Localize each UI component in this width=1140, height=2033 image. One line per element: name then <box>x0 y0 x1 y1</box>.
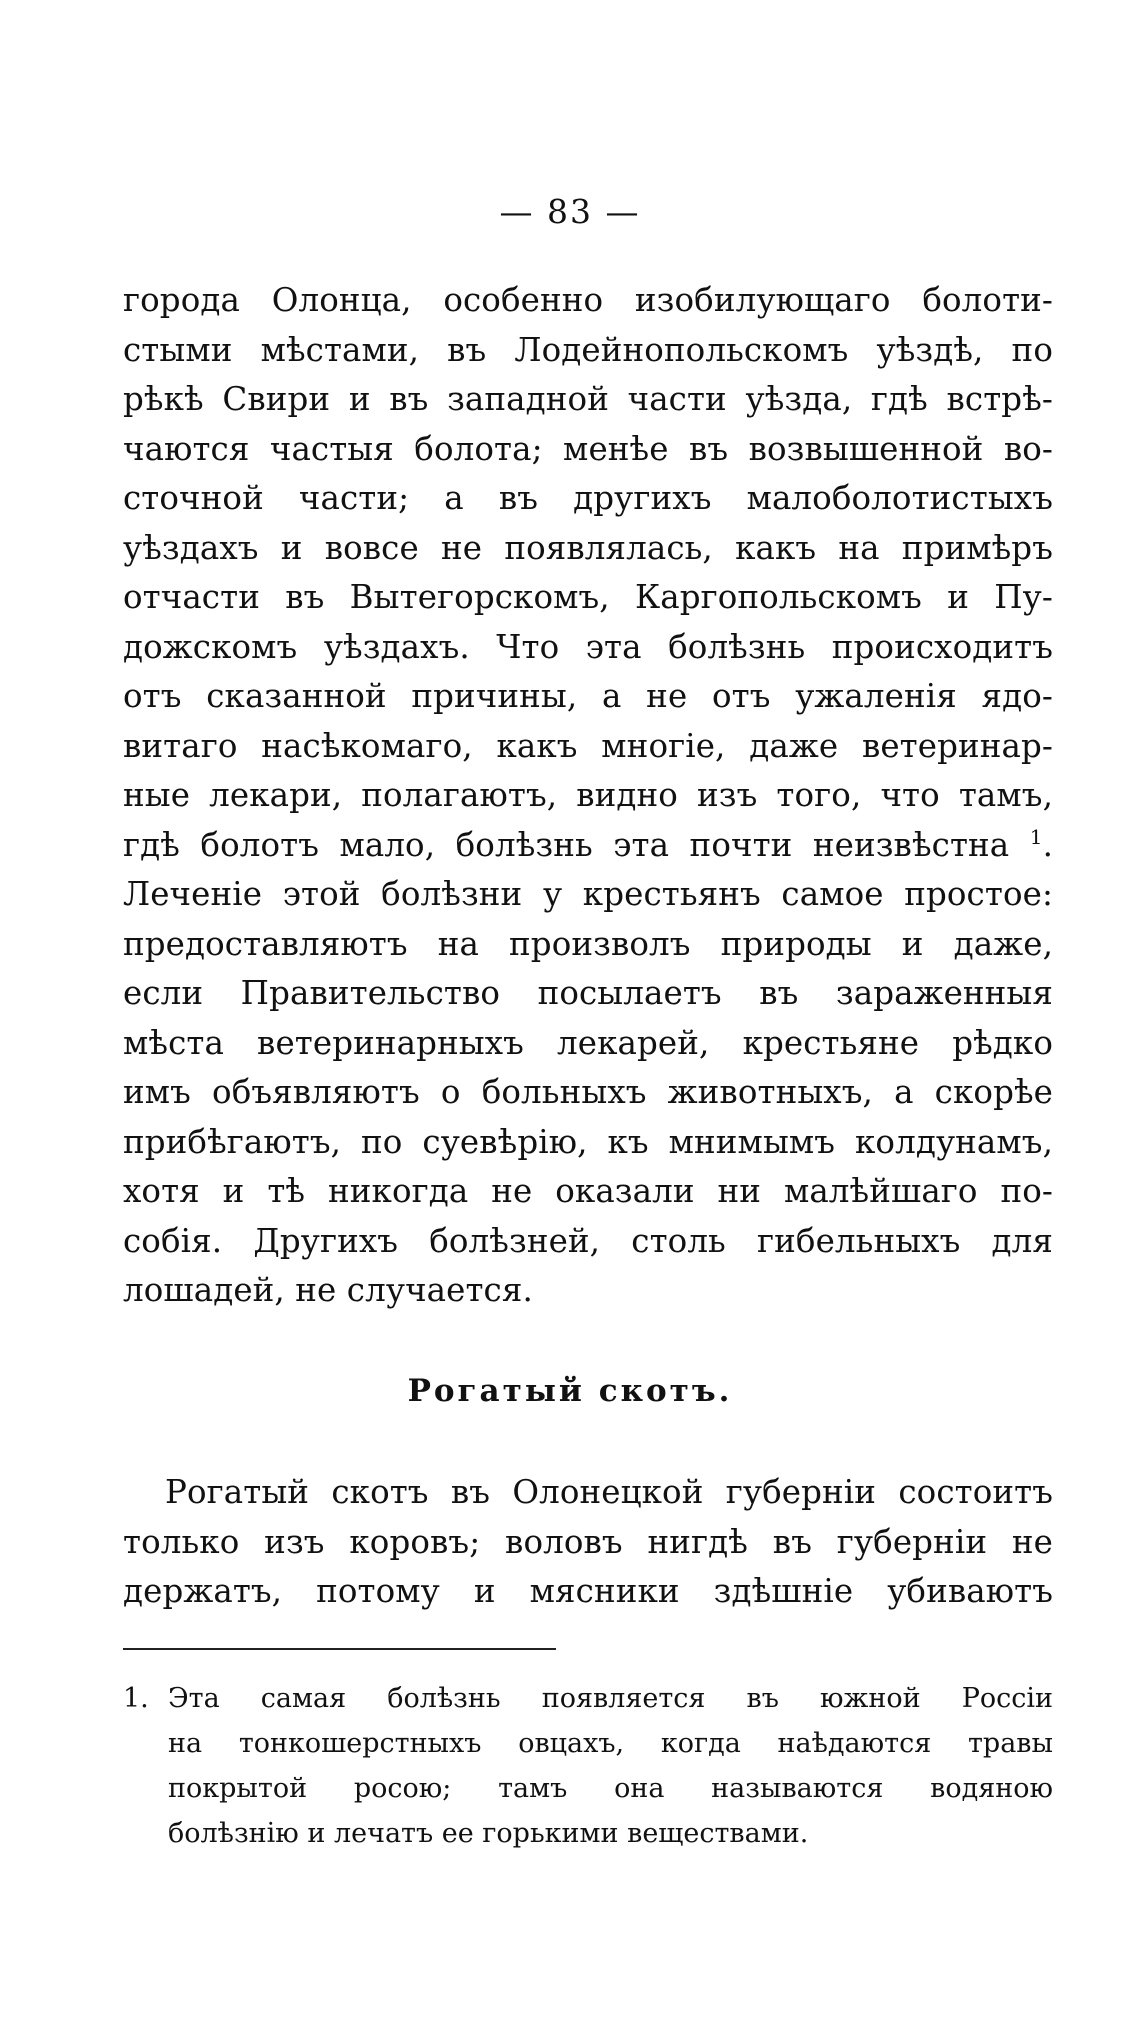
text-line: Рогатый скотъ въ Олонецкой губерніи состоитъ <box>165 1473 1053 1511</box>
text-line: прибѣгаютъ, по суевѣрію, къ мнимымъ колдунамъ, <box>123 1122 1053 1161</box>
text-line: отъ сказанной причины, а не отъ ужаленія ядо- <box>123 677 1053 715</box>
text-line: рѣкѣ Свири и въ западной части уѣзда, гдѣ встрѣ- <box>123 380 1053 418</box>
sentence-period: . <box>1042 825 1054 864</box>
text-line: витаго насѣкомаго, какъ многіе, даже ветеринар- <box>123 726 1053 765</box>
footnote-line: покрытой росою; тамъ она называются водяною <box>168 1773 1053 1804</box>
text-line: отчасти въ Вытегорскомъ, Каргопольскомъ и Пу- <box>123 578 1053 616</box>
text-line: имъ объявляютъ о больныхъ животныхъ, а скорѣе <box>123 1073 1053 1111</box>
text-line: мѣста ветеринарныхъ лекарей, крестьяне рѣдко <box>123 1023 1053 1062</box>
footnote <box>123 1676 1053 1856</box>
text-line: собія. Другихъ болѣзней, столь гибельныхъ для <box>123 1221 1053 1260</box>
footnote-divider <box>123 1648 556 1650</box>
section-heading: Рогатый скотъ. <box>407 1373 733 1409</box>
text-line: уѣздахъ и вовсе не появлялась, какъ на примѣръ <box>123 528 1053 567</box>
footnote-line: болѣзнію и лечатъ ее горькими веществами. <box>168 1818 809 1849</box>
text-line: стыми мѣстами, въ Лодейнопольскомъ уѣздѣ, по <box>123 330 1053 369</box>
text-line: хотя и тѣ никогда не оказали ни малѣйшаго по- <box>123 1172 1053 1210</box>
footnote-marker: 1. <box>123 1683 149 1714</box>
text-line: сточной части; а въ другихъ малоболотистыхъ <box>123 479 1053 517</box>
text-line: чаются частыя болота; менѣе въ возвышенной во- <box>123 429 1053 468</box>
footnote-line <box>123 1676 1053 1721</box>
text-line: Леченіе этой болѣзни у крестьянъ самое простое: <box>123 875 1053 913</box>
text-line: если Правительство посылаетъ въ зараженныя <box>123 974 1053 1012</box>
paragraph-cattle <box>123 1468 1053 1617</box>
text-line: ные лекари, полагаютъ, видно изъ того, что тамъ, <box>123 776 1053 814</box>
text-segment: гдѣ болотъ мало, болѣзнь эта почти неизвѣстна <box>123 825 1010 864</box>
footnote-line: на тонкошерстныхъ овцахъ, когда наѣдаются травы <box>168 1728 1053 1759</box>
page-number: — 83 — <box>499 192 641 231</box>
text-line: только изъ коровъ; воловъ нигдѣ въ губерніи не <box>123 1522 1053 1561</box>
paragraph-horses-disease <box>123 276 1053 1316</box>
footnote-reference: 1 <box>1029 824 1043 849</box>
text-line-with-footnote-ref <box>123 821 1053 871</box>
text-line: дожскомъ уѣздахъ. Что эта болѣзнь происходитъ <box>123 627 1053 666</box>
text-line: лошадей, не случается. <box>123 1271 533 1309</box>
text-line: предоставляютъ на произволъ природы и даже, <box>123 924 1053 963</box>
text-line: города Олонца, особенно изобилующаго болоти- <box>123 281 1053 319</box>
footnote-text: Эта самая болѣзнь появляется въ южной Россіи <box>168 1683 1053 1714</box>
text-line: держатъ, потому и мясники здѣшніе убиваютъ <box>123 1572 1053 1610</box>
